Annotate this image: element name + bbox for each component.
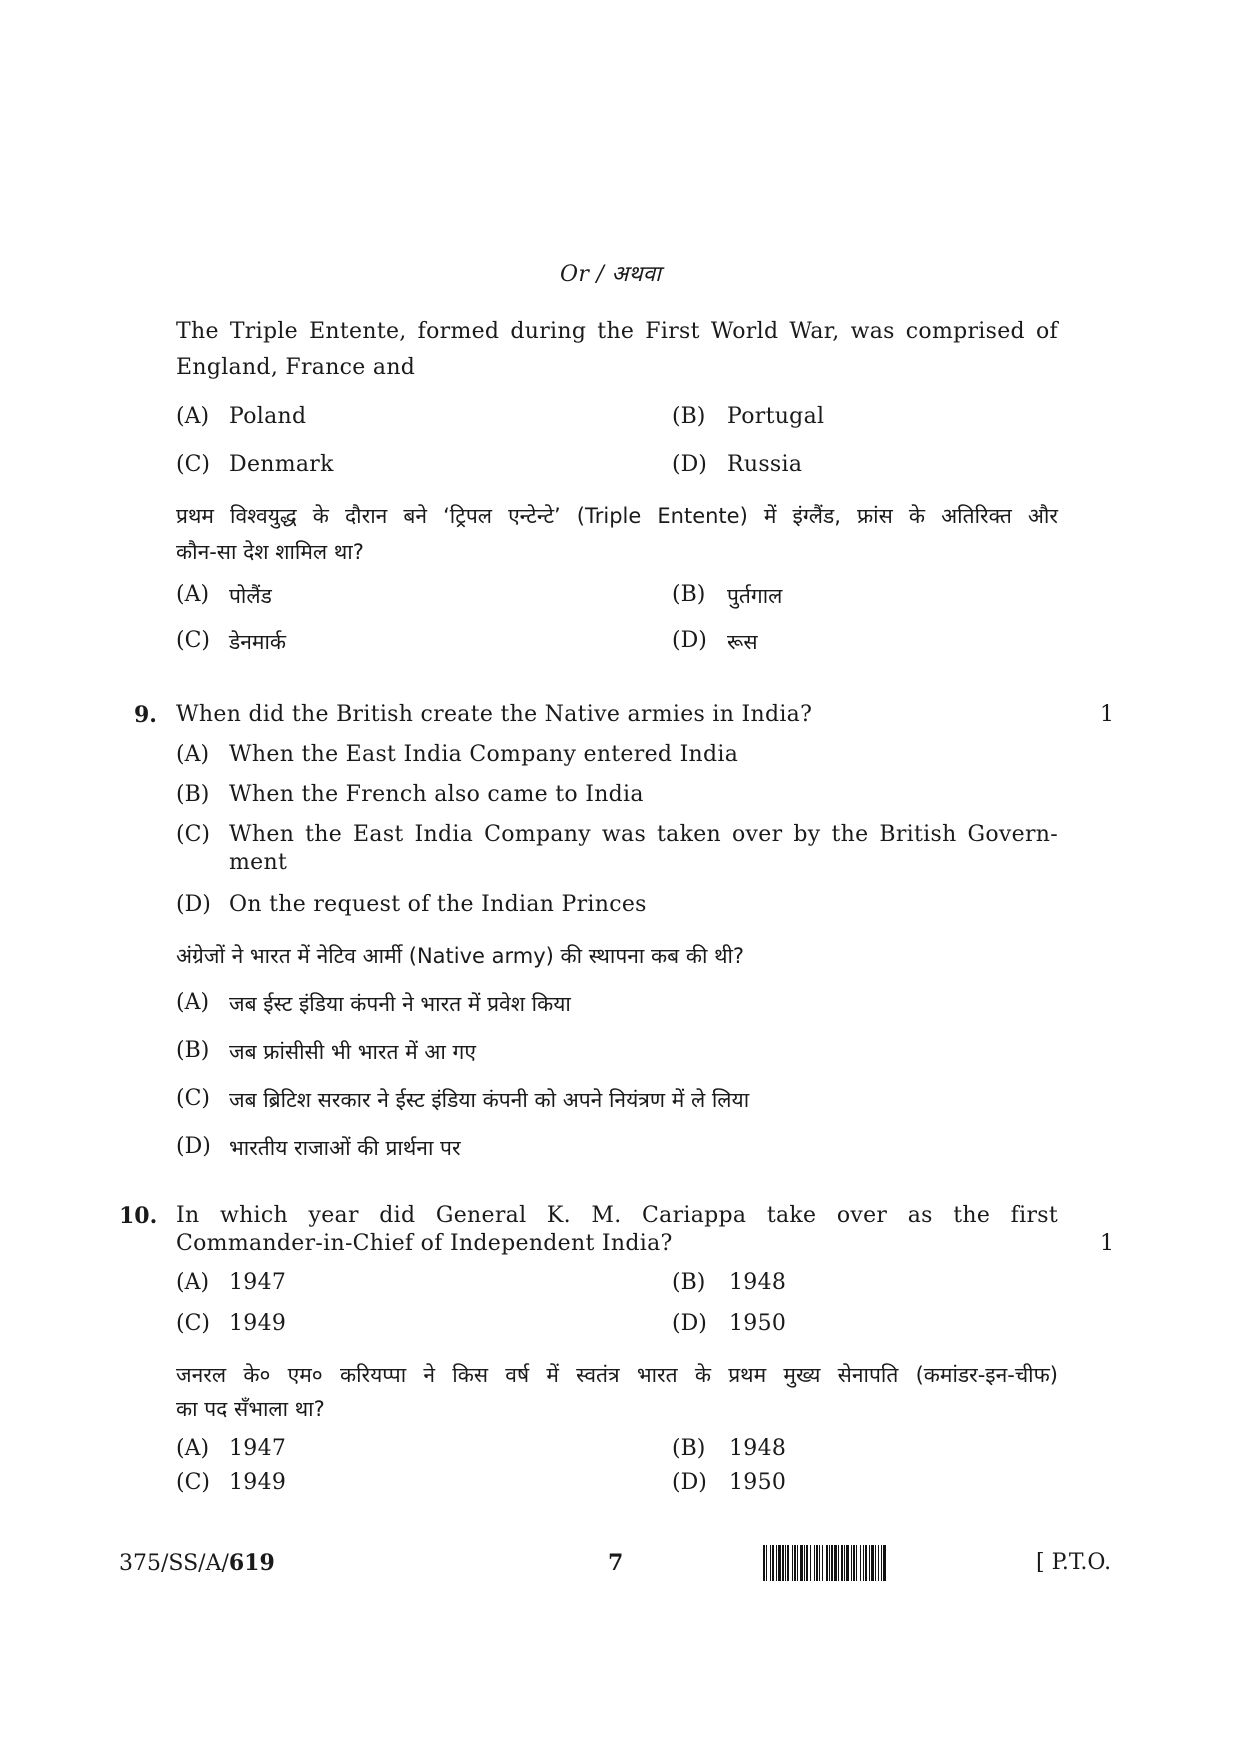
option-label: (B) (176, 782, 210, 807)
paper-code (119, 1550, 275, 1576)
or-heading: Or / अथवा (560, 262, 662, 287)
option-text: डेनमार्क (229, 630, 287, 654)
option-text: When the East India Company entered India (229, 742, 739, 767)
option-text: जब ब्रिटिश सरकार ने ईस्ट इंडिया कंपनी को अपने नियंत्रण में ले लिया (229, 1088, 750, 1112)
option-label: (A) (176, 1436, 210, 1461)
option-label: (D) (672, 1311, 707, 1336)
option-label: (A) (176, 582, 210, 607)
option-label: (A) (176, 1270, 210, 1295)
option-text: Poland (229, 404, 307, 429)
option-text: 1950 (729, 1470, 787, 1495)
or-question-line1: The Triple Entente, formed during the First World War, was comprised of (176, 319, 1058, 344)
option-text: 1948 (729, 1270, 787, 1295)
option-text: When the East India Company was taken over by the British Govern- (229, 822, 1058, 847)
or-question-hindi-line2: कौन-सा देश शामिल था? (176, 540, 364, 564)
q10-text-hindi-line2: का पद सँभाला था? (176, 1397, 325, 1421)
q10-text-hindi-line1: जनरल के० एम० करियप्पा ने किस वर्ष में स्वतंत्र भारत के प्रथम मुख्य सेनापति (कमांडर-इन-चीफ) (176, 1363, 1058, 1387)
paper-code-prefix: 375/SS/A/ (119, 1551, 229, 1576)
pto-label: [ P.T.O. (1036, 1550, 1112, 1575)
option-label: (A) (176, 990, 210, 1015)
q9-text: When did the British create the Native armies in India? (176, 702, 813, 727)
or-question-line2: England, France and (176, 355, 416, 380)
option-label: (D) (672, 628, 707, 653)
option-text: 1947 (229, 1436, 287, 1461)
option-label: (D) (176, 892, 211, 917)
option-label: (B) (672, 582, 706, 607)
option-text: जब फ्रांसीसी भी भारत में आ गए (229, 1040, 476, 1064)
option-label: (B) (672, 1436, 706, 1461)
page-number: 7 (608, 1550, 624, 1576)
option-text: Russia (727, 452, 803, 477)
option-text-continued: ment (229, 850, 288, 875)
option-text: पुर्तगाल (727, 584, 783, 608)
option-text: 1949 (229, 1470, 287, 1495)
option-label: (D) (176, 1134, 211, 1159)
option-label: (A) (176, 404, 210, 429)
option-label: (C) (176, 1311, 210, 1336)
q9-text-hindi: अंग्रेजों ने भारत में नेटिव आर्मी (Native army) की स्थापना कब की थी? (176, 944, 745, 968)
option-label: (D) (672, 452, 707, 477)
option-text: पोलैंड (229, 584, 272, 608)
barcode-gap (886, 1545, 888, 1581)
option-text: When the French also came to India (229, 782, 644, 807)
option-text: भारतीय राजाओं की प्रार्थना पर (229, 1136, 461, 1160)
option-label: (B) (672, 404, 706, 429)
option-text: 1947 (229, 1270, 287, 1295)
option-text: Portugal (727, 404, 825, 429)
option-text: जब ईस्ट इंडिया कंपनी ने भारत में प्रवेश किया (229, 992, 571, 1016)
option-text: On the request of the Indian Princes (229, 892, 647, 917)
option-label: (C) (176, 628, 210, 653)
q10-text-line1: In which year did General K. M. Cariappa take over as the first (176, 1203, 1058, 1228)
option-label: (C) (176, 1470, 210, 1495)
option-label: (C) (176, 1086, 210, 1111)
paper-code-number: 619 (228, 1550, 275, 1576)
question-number: 9. (134, 702, 157, 728)
option-text: 1950 (729, 1311, 787, 1336)
or-question-hindi-line1: प्रथम विश्वयुद्ध के दौरान बने ‘ट्रिपल एन्टेन्टे’ (Triple Entente) में इंग्लैंड, फ्रांस के अतिरिक्त और (176, 504, 1058, 528)
barcode-icon (763, 1545, 1021, 1581)
option-label: (A) (176, 742, 210, 767)
option-text: 1948 (729, 1436, 787, 1461)
option-label: (B) (672, 1270, 706, 1295)
option-text: 1949 (229, 1311, 287, 1336)
question-number: 10. (119, 1203, 158, 1229)
option-text: रूस (727, 630, 758, 654)
q9-marks: 1 (1100, 702, 1114, 727)
option-text: Denmark (229, 452, 334, 477)
option-label: (D) (672, 1470, 707, 1495)
option-label: (B) (176, 1038, 210, 1063)
q10-marks: 1 (1100, 1231, 1114, 1256)
q10-text-line2: Commander-in-Chief of Independent India? (176, 1231, 673, 1256)
option-label: (C) (176, 452, 210, 477)
option-label: (C) (176, 822, 210, 847)
